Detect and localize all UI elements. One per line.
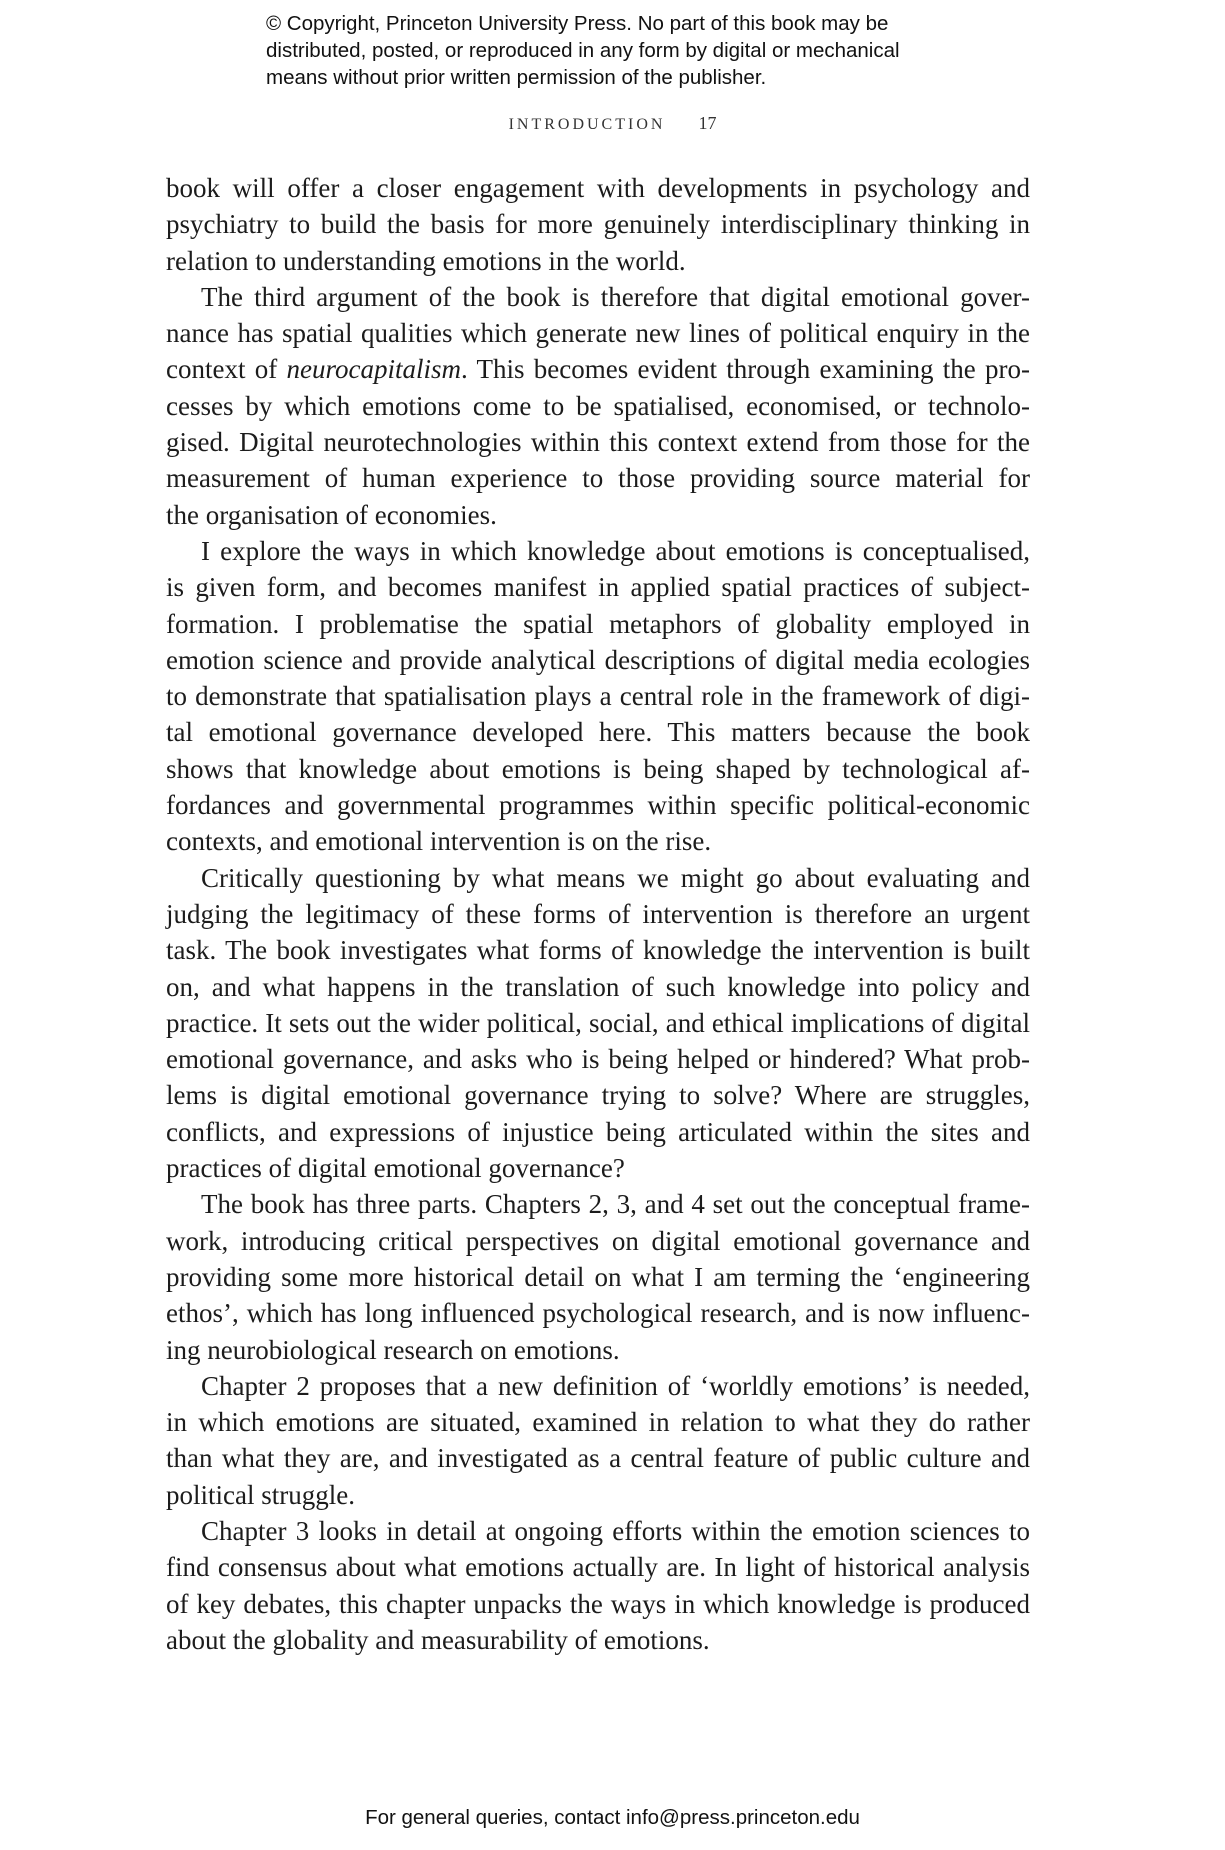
paragraph (166, 860, 1030, 1187)
text-line: practices of digital emotional governance? (166, 1153, 625, 1184)
text-line: work, introducing critical perspectives on digital emotional governance and (166, 1225, 1030, 1256)
text-line: cesses by which emotions come to be spatialised, economised, or technolo- (166, 390, 1030, 421)
text-line: of key debates, this chapter unpacks the ways in which knowledge is produced (166, 1588, 1030, 1619)
body-text (166, 170, 1030, 1658)
text-span: . This becomes evident through examining the pro- (461, 354, 1030, 385)
text-line: political struggle. (166, 1479, 355, 1510)
text-line (166, 351, 1030, 387)
text-line: nance has spatial qualities which generate new lines of political enquiry in the (166, 318, 1030, 349)
paragraph (166, 279, 1030, 533)
paragraph (166, 1186, 1030, 1367)
text-line: Chapter 3 looks in detail at ongoing efforts within the emotion sciences to (201, 1515, 1030, 1546)
text-line: book will offer a closer engagement with developments in psychology and (166, 173, 1030, 203)
text-line: tal emotional governance developed here. This matters because the book (166, 717, 1030, 748)
text-line: Critically questioning by what means we might go about evaluating and (201, 862, 1030, 893)
text-line: Chapter 2 proposes that a new definition of ‘worldly emotions’ is needed, (201, 1370, 1030, 1401)
text-line: find consensus about what emotions actually are. In light of historical analysis (166, 1552, 1030, 1583)
text-line: measurement of human experience to those providing source material for (166, 463, 1030, 494)
text-line: contexts, and emotional intervention is on the rise. (166, 826, 712, 857)
text-line: relation to understanding emotions in the world. (166, 245, 686, 276)
text-line: task. The book investigates what forms of knowledge the intervention is built (166, 935, 1030, 966)
text-line: gised. Digital neurotechnologies within this context extend from those for the (166, 427, 1030, 458)
paragraph (166, 1513, 1030, 1658)
text-line: in which emotions are situated, examined in relation to what they do rather (166, 1407, 1030, 1438)
footer-contact: For general queries, contact info@press.princeton.edu (365, 1806, 860, 1829)
copyright-line: means without prior written permission of the publisher. (266, 66, 767, 89)
text-line: formation. I problematise the spatial metaphors of globality employed in (166, 608, 1030, 639)
text-line: ethos’, which has long influenced psychological research, and is now influenc- (166, 1298, 1030, 1329)
text-line: fordances and governmental programmes within specific political-economic (166, 790, 1030, 821)
paragraph (166, 1368, 1030, 1513)
text-line: emotion science and provide analytical descriptions of digital media ecologies (166, 644, 1030, 675)
paragraph (166, 170, 1030, 279)
text-line: psychiatry to build the basis for more genuinely interdisciplinary thinking in (166, 209, 1030, 240)
copyright-line: distributed, posted, or reproduced in any form by digital or mechanical (266, 39, 900, 62)
text-line: I explore the ways in which knowledge about emotions is conceptualised, (201, 535, 1030, 566)
text-line: practice. It sets out the wider political, social, and ethical implications of digital (166, 1007, 1030, 1038)
text-line: The book has three parts. Chapters 2, 3, and 4 set out the conceptual frame- (201, 1189, 1030, 1220)
text-line: emotional governance, and asks who is being helped or hindered? What prob- (166, 1044, 1030, 1075)
text-line: providing some more historical detail on what I am terming the ‘engineering (166, 1261, 1030, 1292)
page-number: 17 (698, 113, 717, 133)
text-line: judging the legitimacy of these forms of intervention is therefore an urgent (166, 898, 1030, 929)
text-span: context of (166, 354, 287, 385)
text-line: ing neurobiological research on emotions. (166, 1334, 620, 1365)
copyright-line: © Copyright, Princeton University Press. No part of this book may be (266, 12, 889, 35)
italic-term: neurocapitalism (286, 354, 461, 385)
text-line: is given form, and becomes manifest in applied spatial practices of subject- (166, 572, 1030, 603)
text-line: than what they are, and investigated as a central feature of public culture and (166, 1443, 1030, 1474)
text-line: about the globality and measurability of emotions. (166, 1624, 710, 1655)
text-line: the organisation of economies. (166, 499, 497, 530)
running-head-title: INTRODUCTION (508, 116, 666, 133)
text-line: on, and what happens in the translation of such knowledge into policy and (166, 971, 1030, 1002)
running-head (0, 113, 1225, 134)
text-line: conflicts, and expressions of injustice being articulated within the sites and (166, 1116, 1030, 1147)
text-line: The third argument of the book is therefore that digital emotional gover- (201, 281, 1030, 312)
text-line: to demonstrate that spatialisation plays a central role in the framework of digi- (166, 681, 1030, 712)
text-line: shows that knowledge about emotions is being shaped by technological af- (166, 753, 1030, 784)
text-line: lems is digital emotional governance trying to solve? Where are struggles, (166, 1080, 1030, 1111)
paragraph (166, 533, 1030, 860)
copyright-notice (266, 10, 1026, 91)
